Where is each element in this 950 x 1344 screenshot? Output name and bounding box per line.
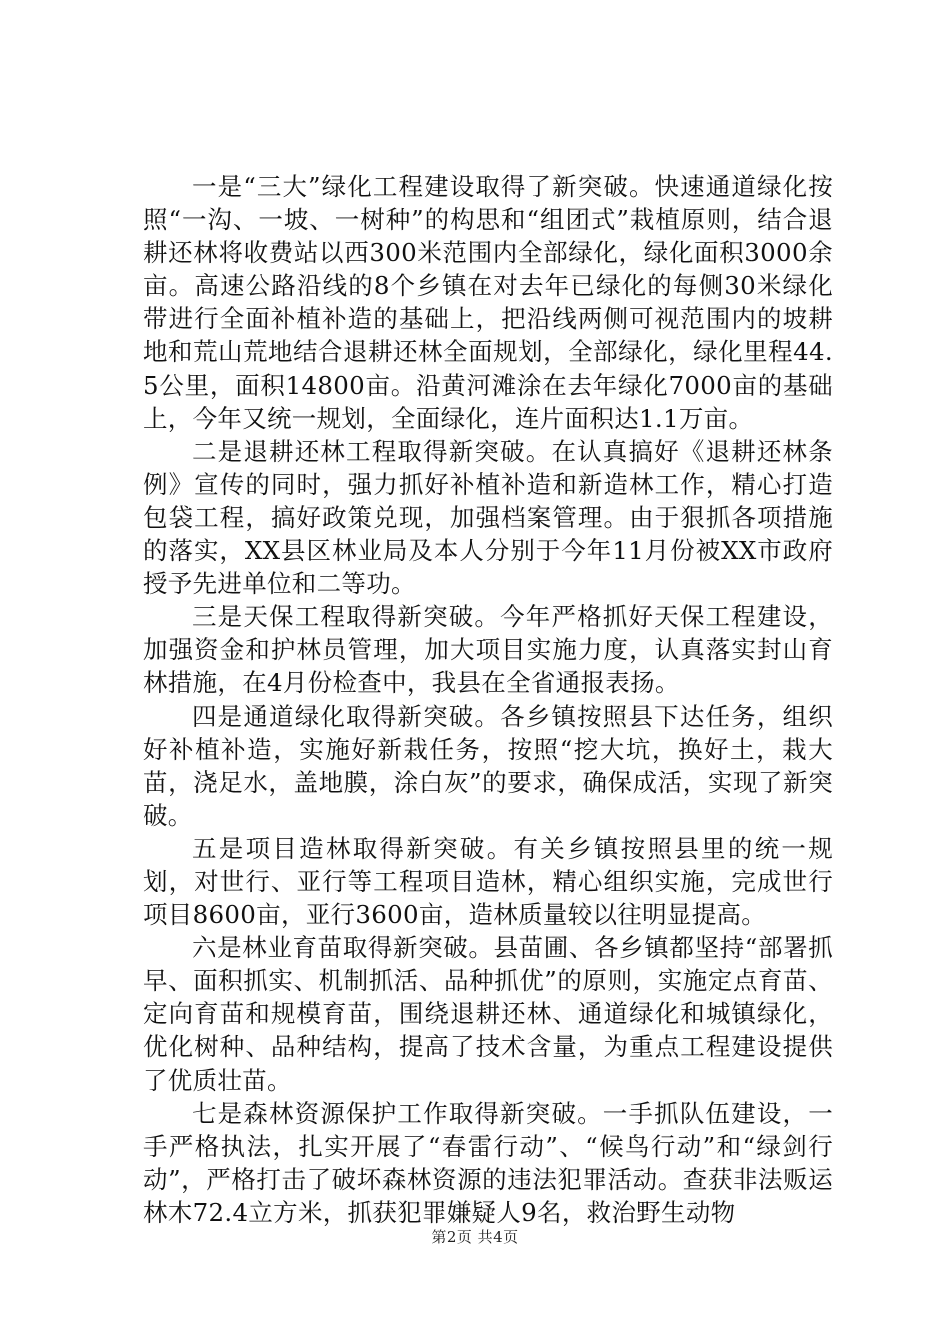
paragraph-2: 二是退耕还林工程取得新突破。在认真搞好《退耕还林条例》宣传的同时，强力抓好补植补造和新造林工作，精心打造包袋工程，搞好政策兑现，加强档案管理。由于狠抓各项措施的落实，XX县区林业局及本人分别于今年11月份被XX市政府授予先进单位和二等功。 (143, 436, 833, 599)
paragraph-4: 四是通道绿化取得新突破。各乡镇按照县下达任务，组织好补植补造，实施好新栽任务，按照“挖大坑，换好土，栽大苗，浇足水，盖地膜，涂白灰”的要求，确保成活，实现了新突破。 (143, 701, 834, 830)
paragraph-5: 五是项目造林取得新突破。有关乡镇按照县里的统一规划，对世行、亚行等工程项目造林，精心组织实施，完成世行项目8600亩，亚行3600亩，造林质量较以往明显提高。 (143, 833, 833, 930)
paragraph-3: 三是天保工程取得新突破。今年严格抓好天保工程建设，加强资金和护林员管理，加大项目实施力度，认真落实封山育林措施，在4月份检查中，我县在全省通报表扬。 (143, 602, 833, 698)
paragraph-7: 七是森林资源保护工作取得新突破。一手抓队伍建设，一手严格执法，扎实开展了“春雷行动”、“候鸟行动”和“绿剑行动”，严格打击了破坏森林资源的违法犯罪活动。查获非法贩运林木72.4立方米，抓获犯罪嫌疑人9名，救治野生动物 (143, 1098, 834, 1227)
paragraph-6: 六是林业育苗取得新突破。县苗圃、各乡镇都坚持“部署抓早、面积抓实、机制抓活、品种抓优”的原则，实施定点育苗、定向育苗和规模育苗，围绕退耕还林、通道绿化和城镇绿化，优化树种、品种结构，提高了技术含量，为重点工程建设提供了优质壮苗。 (143, 933, 833, 1095)
page-number-footer: 第2页 共4页 (431, 1228, 519, 1246)
document-body (143, 170, 833, 1229)
paragraph-1: 一是“三大”绿化工程建设取得了新突破。快速通道绿化按照“一沟、一坡、一树种”的构思和“组团式”栽植原则，结合退耕还林将收费站以西300米范围内全部绿化，绿化面积3000余亩。高速公路沿线的8个乡镇在对去年已绿化的每侧30米绿化带进行全面补植补造的基础上，把沿线两侧可视范围内的坡耕地和荒山荒地结合退耕还林全面规划，全部绿化，绿化里程44.5公里，面积14800亩。沿黄河滩涂在去年绿化7000亩的基础上，今年又统一规划，全面绿化，连片面积达1.1万亩。 (143, 172, 833, 433)
